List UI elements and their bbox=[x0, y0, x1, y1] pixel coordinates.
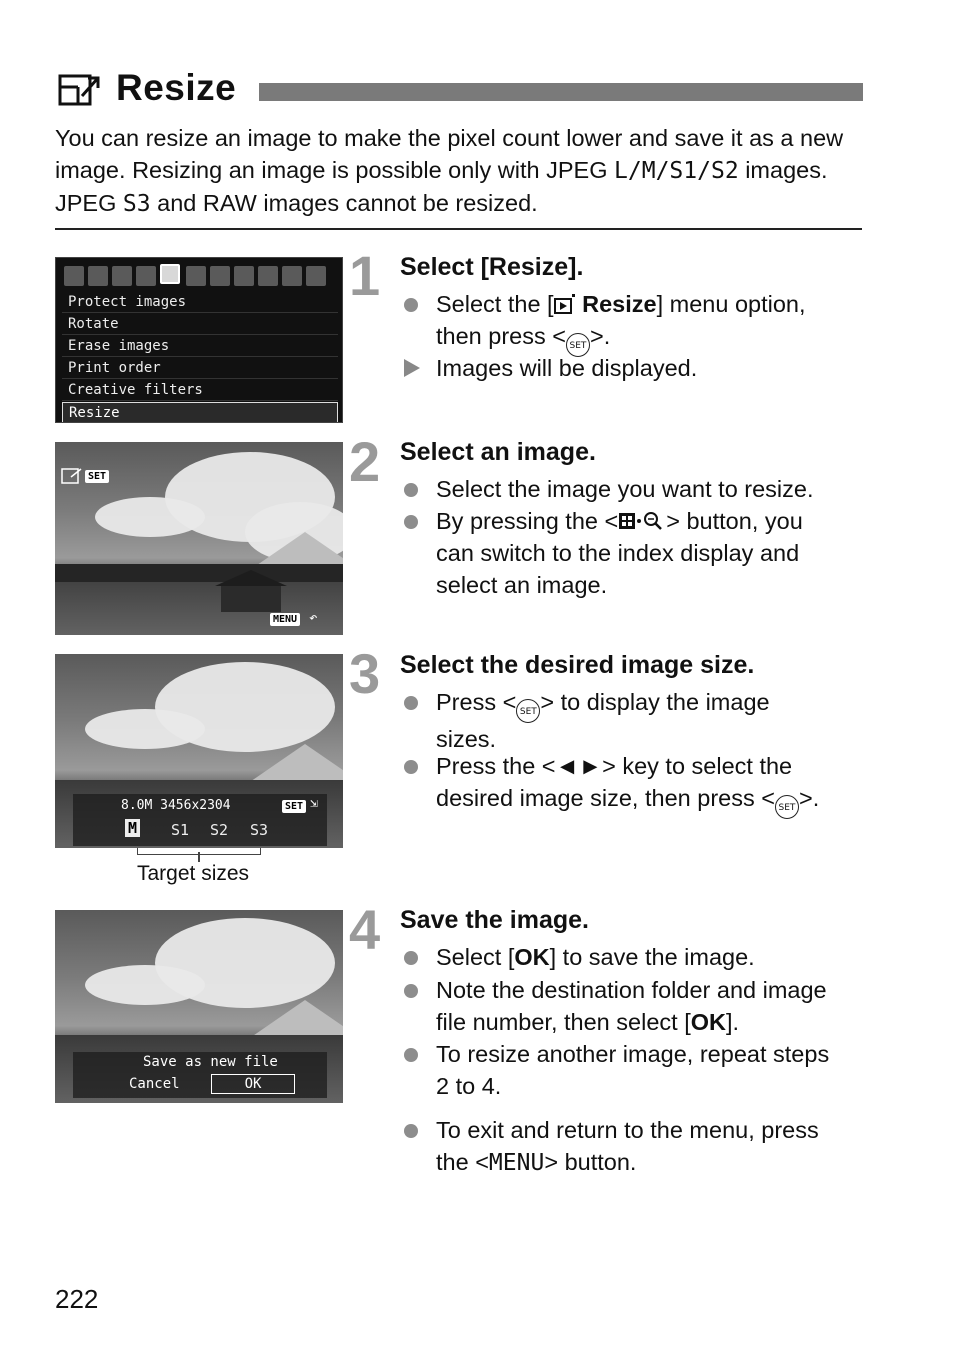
menu-tab bbox=[112, 266, 132, 286]
photo-screen-save bbox=[55, 910, 343, 1103]
menu-tab bbox=[186, 266, 206, 286]
target-sizes-caption: Target sizes bbox=[137, 862, 250, 885]
save-prompt: Save as new file bbox=[143, 1054, 278, 1070]
step-2-bullet-2: By pressing the < > button, you can switch to the index display and select an image. bbox=[404, 505, 864, 601]
bullet-dot-icon bbox=[404, 298, 418, 312]
step-3-bullet-2: Press the <◄►> key to select the desired image size, then press < SET >. bbox=[404, 750, 864, 814]
menu-tab bbox=[234, 266, 254, 286]
page-number: 222 bbox=[55, 1284, 99, 1314]
menu-tab bbox=[136, 266, 156, 286]
set-button-icon: SET bbox=[516, 699, 540, 723]
size-option-s1[interactable]: S1 bbox=[171, 821, 190, 839]
bullet-dot-icon bbox=[404, 1124, 418, 1138]
title-bar bbox=[259, 83, 863, 101]
size-option-s2[interactable]: S2 bbox=[210, 821, 229, 839]
bullet-dot-icon bbox=[404, 515, 418, 529]
resize-icon bbox=[58, 74, 100, 106]
return-arrow-icon: ↶ bbox=[309, 610, 318, 626]
index-magnify-icon bbox=[618, 511, 666, 531]
step-4-bullet-2: Note the destination folder and image file number, then select [OK]. bbox=[404, 974, 864, 1038]
bullet-dot-icon bbox=[404, 696, 418, 710]
menu-tab bbox=[210, 266, 230, 286]
step-3-heading: Select the desired image size. bbox=[400, 651, 755, 679]
step-number-3: 3 bbox=[349, 642, 379, 705]
menu-tabs bbox=[62, 264, 338, 290]
save-dialog bbox=[73, 1052, 327, 1098]
bullet-dot-icon bbox=[404, 951, 418, 965]
title-row bbox=[56, 62, 864, 112]
size-option-m[interactable]: M bbox=[125, 819, 140, 837]
step-number-2: 2 bbox=[349, 430, 379, 493]
camera-menu-screen bbox=[55, 257, 343, 423]
menu-item-resize: Resize bbox=[62, 402, 338, 423]
target-sizes-stem bbox=[198, 852, 200, 862]
menu-item-creative-filters: Creative filters bbox=[62, 380, 338, 401]
menu-tab bbox=[282, 266, 302, 286]
menu-item-erase: Erase images bbox=[62, 336, 338, 357]
step-3-bullet-1: Press < SET > to display the image sizes. bbox=[404, 686, 864, 750]
step-number-1: 1 bbox=[349, 244, 379, 307]
forest bbox=[55, 564, 343, 582]
step-1-bullet-2: Images will be displayed. bbox=[404, 352, 864, 384]
step-4-bullet-1: Select [OK] to save the image. bbox=[404, 941, 864, 973]
photo-screen-select bbox=[55, 442, 343, 635]
menu-item-print-order: Print order bbox=[62, 358, 338, 379]
cloud bbox=[95, 497, 205, 537]
jpeg-size-excluded: S3 bbox=[122, 191, 151, 217]
size-panel bbox=[73, 794, 327, 846]
resize-small-icon: ⇲ bbox=[310, 796, 318, 811]
section-divider bbox=[55, 228, 862, 230]
menu-tag: MENU bbox=[270, 613, 300, 626]
page-title: Resize bbox=[116, 67, 237, 108]
menu-item-rotate: Rotate bbox=[62, 314, 338, 335]
menu-button-icon: MENU bbox=[488, 1150, 545, 1176]
menu-tab bbox=[88, 266, 108, 286]
step-2-heading: Select an image. bbox=[400, 438, 596, 466]
step-1-bullet-1: Select the [ Resize] menu option, then press < SET >. bbox=[404, 288, 864, 352]
bullet-dot-icon bbox=[404, 1048, 418, 1062]
set-button-icon: SET bbox=[566, 333, 590, 357]
size-option-s3[interactable]: S3 bbox=[250, 821, 269, 839]
cloud bbox=[85, 709, 205, 749]
menu-tab bbox=[64, 266, 84, 286]
cloud bbox=[85, 965, 205, 1005]
barn bbox=[221, 586, 281, 612]
star-tab-icon bbox=[306, 266, 326, 286]
set-tag: SET bbox=[85, 470, 109, 483]
step-2-bullet-1: Select the image you want to resize. bbox=[404, 473, 864, 505]
bullet-dot-icon bbox=[404, 760, 418, 774]
barn bbox=[215, 570, 287, 586]
intro-paragraph: You can resize an image to make the pixel count lower and save it as a new image. Resizing an image is possible only with JPEG L/M/S1/S2 images. JPEG S3 and RAW images cannot be resized. bbox=[55, 125, 844, 217]
step-4-bullet-4: To exit and return to the menu, press the <MENU> button. bbox=[404, 1114, 864, 1178]
menu-tab bbox=[258, 266, 278, 286]
set-tag: SET bbox=[282, 800, 306, 813]
step-number-4: 4 bbox=[349, 898, 379, 961]
image-info: 8.0M 3456x2304 bbox=[121, 798, 231, 813]
result-arrow-icon bbox=[404, 359, 420, 377]
ok-button[interactable]: OK bbox=[211, 1074, 295, 1094]
playback-tab-icon bbox=[554, 294, 576, 314]
playback-tab-icon bbox=[160, 264, 180, 284]
step-4-heading: Save the image. bbox=[400, 906, 589, 934]
left-right-keys-icon: ◄► bbox=[555, 753, 603, 779]
photo-screen-sizes bbox=[55, 654, 343, 848]
step-4-bullet-3: To resize another image, repeat steps 2 to 4. bbox=[404, 1038, 864, 1102]
resize-icon bbox=[61, 468, 83, 484]
bullet-dot-icon bbox=[404, 483, 418, 497]
menu-item-protect: Protect images bbox=[62, 292, 338, 313]
bullet-dot-icon bbox=[404, 984, 418, 998]
cancel-button[interactable]: Cancel bbox=[129, 1076, 180, 1092]
jpeg-sizes-allowed: L/M/S1/S2 bbox=[614, 158, 739, 184]
step-1-heading: Select [Resize]. bbox=[400, 253, 584, 281]
set-button-icon: SET bbox=[775, 795, 799, 819]
